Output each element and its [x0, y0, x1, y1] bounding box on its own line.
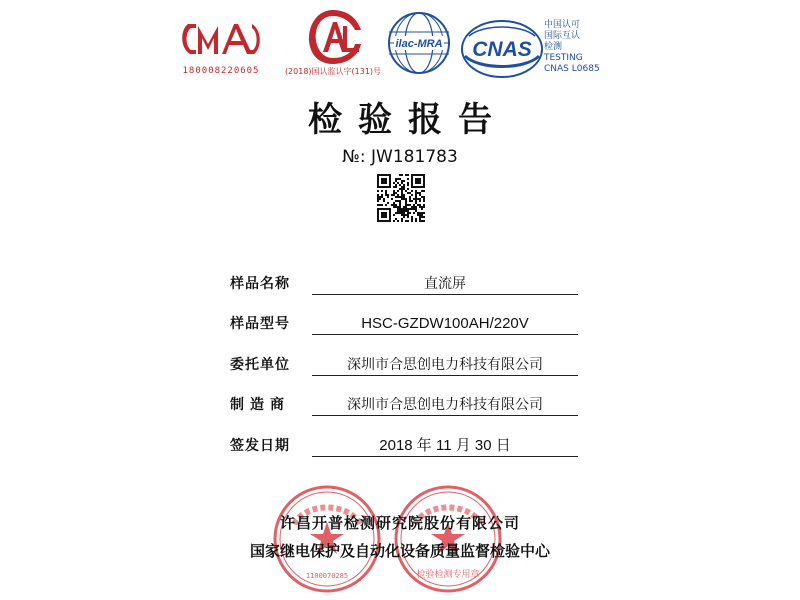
official-seal-right: [393, 484, 503, 594]
seal-left-graphic: [272, 484, 382, 594]
ilac-globe-icon: [386, 10, 452, 76]
qr-code-graphic: [377, 174, 425, 222]
report-title: 检验报告: [308, 100, 508, 140]
issuer-center: 国家继电保护及自动化设备质量监督检验中心: [249, 542, 550, 560]
cnas-line: 中国认可: [544, 20, 581, 30]
cma-code: 180008220605: [182, 66, 260, 76]
issue-date-label: 签发日期: [230, 438, 290, 454]
cma-logo: [176, 10, 266, 80]
field-issue-date: [230, 436, 580, 460]
field-sample-name: [230, 274, 580, 298]
client-label: 委托单位: [230, 357, 290, 373]
cnas-line: TESTING: [544, 53, 583, 63]
report-number-value: JW181783: [371, 147, 458, 167]
cal-code: (2018)国认监认字(131)号: [284, 67, 382, 76]
sample-model-label: 样品型号: [230, 316, 290, 332]
cnas-accreditation-text: [544, 20, 600, 75]
seal-left-code: 1100070285: [305, 572, 349, 580]
field-sample-model: [230, 314, 580, 338]
cnas-line: CNAS L0685: [544, 64, 600, 74]
ilac-mra-logo: [386, 10, 452, 76]
field-manufacturer: [230, 395, 580, 419]
cma-logo-graphic: [176, 10, 266, 66]
cnas-text: CNAS: [472, 38, 532, 61]
cal-logo-graphic: [283, 6, 383, 68]
cnas-logo: [459, 18, 545, 80]
qr-code: [377, 174, 425, 222]
cnas-logo-graphic: [459, 18, 545, 80]
client-value: 深圳市合思创电力科技有限公司: [312, 355, 578, 376]
report-number: [0, 147, 800, 167]
ilac-text: ilac-MRA: [395, 38, 443, 50]
sample-name-label: 样品名称: [230, 276, 290, 292]
issuer-company: 许昌开普检测研究院股份有限公司: [279, 514, 520, 532]
sample-model-value: HSC-GZDW100AH/220V: [312, 314, 578, 335]
manufacturer-label: 制造商: [230, 397, 290, 413]
report-number-label: №:: [342, 147, 366, 167]
cal-logo: [283, 6, 383, 80]
field-client: [230, 355, 580, 379]
cnas-line: 国际互认: [544, 31, 581, 41]
official-seal-left: [272, 484, 382, 594]
issue-date-value: 2018 年 11 月 30 日: [312, 436, 578, 457]
cnas-line: 检测: [544, 42, 563, 52]
seal-right-graphic: [393, 484, 503, 594]
manufacturer-value: 深圳市合思创电力科技有限公司: [312, 395, 578, 416]
sample-name-value: 直流屏: [312, 274, 578, 295]
seal-right-text: 检验检测专用章: [416, 570, 480, 580]
